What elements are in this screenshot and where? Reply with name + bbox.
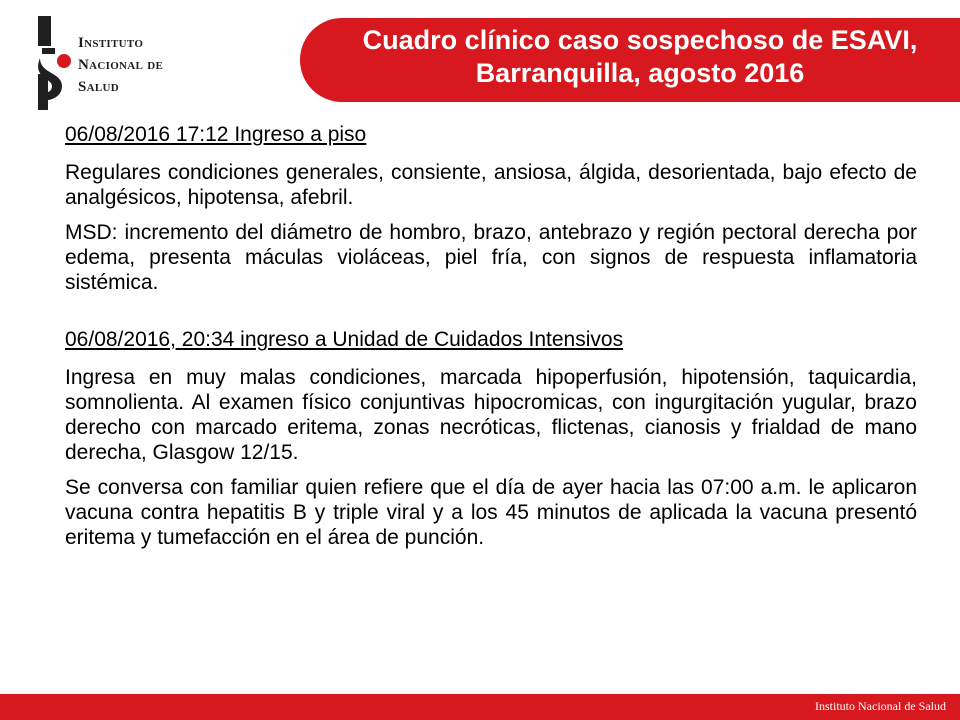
- section-heading: 06/08/2016, 20:34 ingreso a Unidad de Cuidados Intensivos: [65, 328, 624, 351]
- footer-text: Instituto Nacional de Salud: [815, 699, 946, 713]
- ins-logo-icon: [38, 14, 74, 110]
- logo-line-3: Salud: [78, 79, 120, 95]
- logo-wordmark: [78, 32, 163, 98]
- section-heading: 06/08/2016 17:12 Ingreso a piso: [65, 123, 367, 146]
- logo: [38, 14, 208, 110]
- slide-title-line-2: Barranquilla, agosto 2016: [475, 58, 805, 88]
- section-paragraph: Ingresa en muy malas condiciones, marcada hipoperfusión, hipotensión, taquicardia, somnolienta. Al examen físico conjuntivas hipocromicas, con ingurgitación yugular, brazo derecho con marcado eritema, zonas necróticas, flictenas, cianosis y frialdad de mano derecha, Glasgow 12/15.: [65, 366, 917, 464]
- logo-line-1: Instituto: [78, 35, 144, 51]
- section-paragraph: Se conversa con familiar quien refiere que el día de ayer hacia las 07:00 a.m. le aplicaron vacuna contra hepatitis B y triple viral y a los 45 minutos de aplicada la vacuna presentó eritema y tumefacción en el área de punción.: [65, 476, 917, 549]
- slide-title: [300, 24, 960, 90]
- section-paragraph: Regulares condiciones generales, consiente, ansiosa, álgida, desorientada, bajo efecto de analgésicos, hipotensa, afebril.: [65, 161, 917, 209]
- footer-bar: [0, 694, 960, 720]
- logo-line-2: Nacional de: [78, 57, 164, 73]
- section-paragraph: MSD: incremento del diámetro de hombro, brazo, antebrazo y región pectoral derecha por edema, presenta máculas violáceas, piel fría, con signos de respuesta inflamatoria sistémica.: [65, 221, 917, 294]
- slide-content: [65, 122, 917, 560]
- section-spacer: [65, 305, 917, 327]
- slide-title-line-1: Cuadro clínico caso sospechoso de ESAVI,: [362, 25, 918, 55]
